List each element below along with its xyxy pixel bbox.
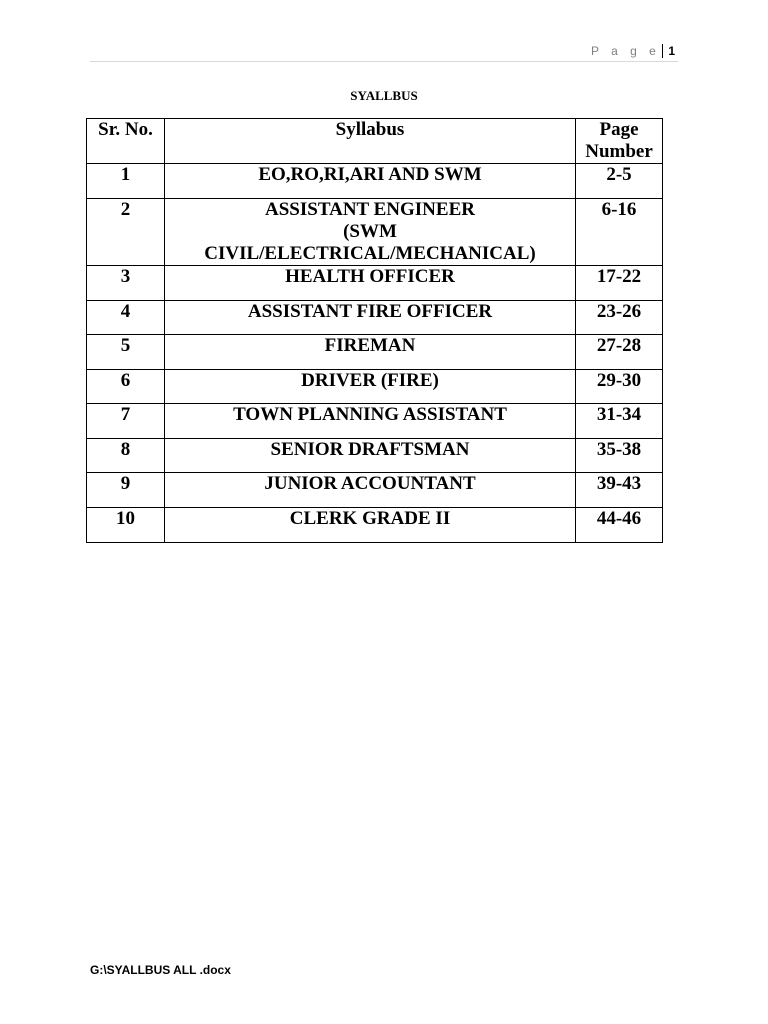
table-row — [87, 335, 663, 370]
row-syllabus — [165, 266, 576, 301]
row-sr-no: 7 — [87, 404, 165, 439]
syllabus-line: ASSISTANT ENGINEER — [265, 199, 475, 220]
row-syllabus — [165, 404, 576, 439]
syllabus-table — [86, 118, 663, 543]
row-page-range: 29-30 — [576, 370, 663, 404]
syllabus-line: SENIOR DRAFTSMAN — [270, 439, 470, 460]
table-row — [87, 266, 663, 301]
row-sr-no: 10 — [87, 508, 165, 543]
syllabus-line: (SWM — [343, 221, 397, 242]
row-sr-no: 2 — [87, 199, 165, 266]
syllabus-line: HEALTH OFFICER — [285, 266, 455, 287]
row-sr-no: 4 — [87, 301, 165, 335]
row-sr-no: 8 — [87, 439, 165, 473]
header-page-number — [576, 119, 663, 164]
row-syllabus — [165, 164, 576, 199]
syllabus-line: CLERK GRADE II — [289, 508, 451, 529]
header-syllabus: Syllabus — [165, 119, 576, 164]
row-syllabus — [165, 439, 576, 473]
row-page-range: 17-22 — [576, 266, 663, 301]
table-body — [87, 164, 663, 543]
syllabus-line: FIREMAN — [324, 335, 416, 356]
syllabus-line: ASSISTANT FIRE OFFICER — [247, 301, 493, 322]
file-path-footer: G:\SYALLBUS ALL .docx — [90, 963, 231, 977]
row-syllabus — [165, 508, 576, 543]
page-label: P a g e — [591, 44, 661, 58]
row-syllabus — [165, 473, 576, 508]
header-page-number-line2: Number — [585, 141, 653, 162]
syllabus-line: TOWN PLANNING ASSISTANT — [233, 404, 507, 425]
syllabus-line: CIVIL/ELECTRICAL/MECHANICAL) — [204, 243, 536, 264]
syllabus-line: EO,RO,RI,ARI AND SWM — [258, 164, 482, 185]
page-number: 1 — [668, 44, 675, 58]
row-sr-no: 1 — [87, 164, 165, 199]
row-syllabus — [165, 335, 576, 370]
row-syllabus — [165, 199, 576, 266]
syllabus-line: DRIVER (FIRE) — [301, 370, 439, 391]
row-sr-no: 9 — [87, 473, 165, 508]
table-row — [87, 301, 663, 335]
table-header-row — [87, 119, 663, 164]
header-rule — [90, 61, 678, 62]
page-header — [591, 44, 675, 58]
row-syllabus — [165, 370, 576, 404]
syllabus-line: JUNIOR ACCOUNTANT — [264, 473, 476, 494]
row-page-range: 2-5 — [576, 164, 663, 199]
row-page-range: 44-46 — [576, 508, 663, 543]
row-page-range: 39-43 — [576, 473, 663, 508]
row-page-range: 35-38 — [576, 439, 663, 473]
table-row — [87, 473, 663, 508]
row-syllabus — [165, 301, 576, 335]
table-row — [87, 439, 663, 473]
document-title: SYALLBUS — [350, 88, 418, 103]
table-row — [87, 199, 663, 266]
header-sr-no: Sr. No. — [87, 119, 165, 164]
table-row — [87, 370, 663, 404]
row-page-range: 31-34 — [576, 404, 663, 439]
row-page-range: 6-16 — [576, 199, 663, 266]
table-row — [87, 508, 663, 543]
row-sr-no: 5 — [87, 335, 165, 370]
table-row — [87, 404, 663, 439]
row-sr-no: 3 — [87, 266, 165, 301]
row-page-range: 23-26 — [576, 301, 663, 335]
table-row — [87, 164, 663, 199]
row-sr-no: 6 — [87, 370, 165, 404]
row-page-range: 27-28 — [576, 335, 663, 370]
header-page-number-line1: Page — [599, 119, 639, 140]
header-separator — [662, 44, 663, 58]
